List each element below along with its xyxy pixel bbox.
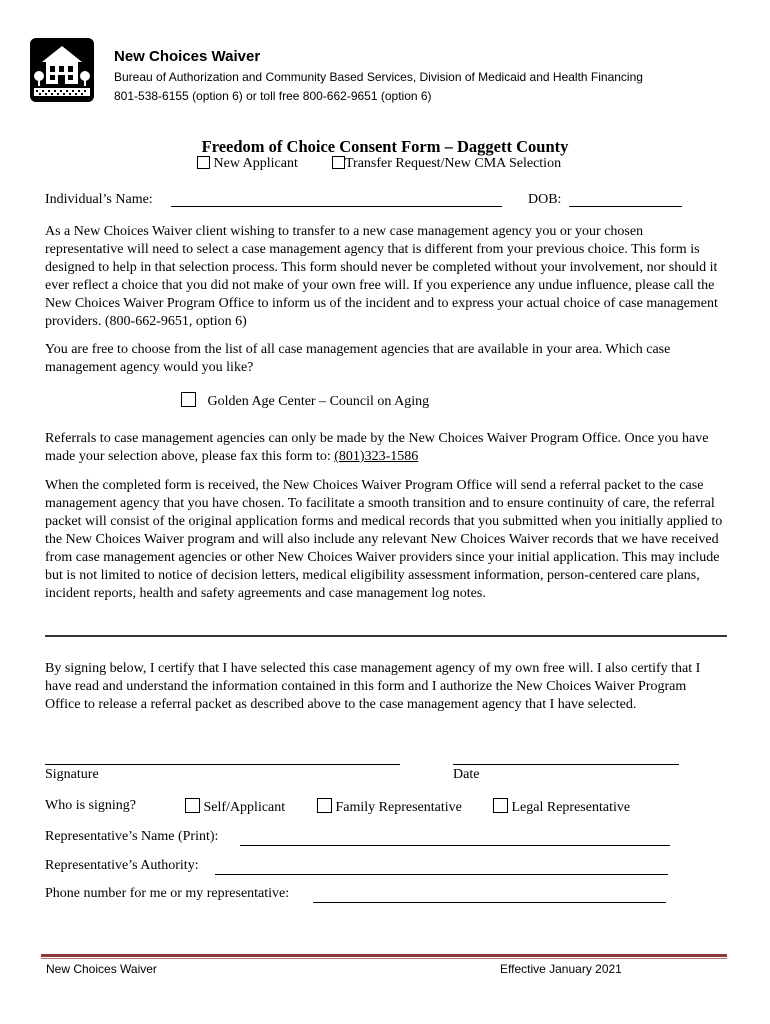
date-field[interactable] bbox=[453, 764, 679, 765]
referral-paragraph bbox=[45, 430, 725, 466]
date-label: Date bbox=[453, 767, 480, 782]
transfer-checkbox[interactable] bbox=[332, 156, 345, 169]
program-name: New Choices Waiver bbox=[114, 48, 261, 65]
footer-rule bbox=[41, 954, 727, 957]
agency-label: Golden Age Center – Council on Aging bbox=[207, 394, 430, 409]
legal-option bbox=[493, 798, 630, 816]
footer-rule-thin bbox=[41, 958, 727, 959]
referral-text: Referrals to case management agencies can only be made by the New Choices Waiver Program Office. Once you have made your selection above, please fax this form to: bbox=[45, 431, 709, 464]
dob-label: DOB: bbox=[528, 192, 562, 207]
legal-checkbox[interactable] bbox=[493, 798, 508, 813]
individual-name-field[interactable] bbox=[171, 206, 502, 207]
agency-checkbox[interactable] bbox=[181, 392, 196, 407]
family-checkbox[interactable] bbox=[317, 798, 332, 813]
self-option bbox=[185, 798, 285, 816]
rep-name-field[interactable] bbox=[240, 845, 670, 846]
bureau-line: Bureau of Authorization and Community Based Services, Division of Medicaid and Health Financing bbox=[114, 70, 643, 84]
phone-number-field[interactable] bbox=[313, 902, 666, 903]
self-checkbox[interactable] bbox=[185, 798, 200, 813]
signature-label: Signature bbox=[45, 767, 99, 782]
section-divider bbox=[45, 635, 727, 637]
choose-paragraph: You are free to choose from the list of all case management agencies that are available in your area. Which case management agency would you like? bbox=[45, 342, 671, 375]
family-label: Family Representative bbox=[335, 800, 462, 815]
phone-number-label: Phone number for me or my representative: bbox=[45, 886, 290, 901]
dob-field[interactable] bbox=[569, 206, 682, 207]
footer-right: Effective January 2021 bbox=[500, 962, 622, 976]
self-label: Self/Applicant bbox=[203, 800, 286, 815]
fax-number: (801)323-1586 bbox=[334, 449, 419, 464]
footer-left: New Choices Waiver bbox=[46, 962, 157, 976]
certify-paragraph: By signing below, I certify that I have selected this case management agency of my own free will. I also certify that I have read and understand the information contained in this form and I authorize the New Choices Waiver Program Office to release a referral packet as described above to the case management agency that I have selected. bbox=[45, 661, 701, 712]
rep-name-label: Representative’s Name (Print): bbox=[45, 829, 219, 844]
agency-option bbox=[181, 392, 429, 410]
intro-paragraph: As a New Choices Waiver client wishing to transfer to a new case management agency you or your chosen representative will need to select a case management agency that is different from your previous choice. This form is designed to help in that selection process. This form should never be completed without your involvement, nor should it ever reflect a choice that you did not make of your own free will. If you experience any undue influence, please call the New Choices Waiver Program Office to inform us of the incident and to express your actual choice of case management providers. (800-662-9651, option 6) bbox=[45, 224, 718, 329]
new-applicant-label: New Applicant bbox=[213, 156, 298, 171]
phone-line: 801-538-6155 (option 6) or toll free 800-662-9651 (option 6) bbox=[114, 89, 432, 103]
legal-label: Legal Representative bbox=[511, 800, 631, 815]
family-option bbox=[317, 798, 462, 816]
who-signing-label: Who is signing? bbox=[45, 798, 136, 813]
new-applicant-option bbox=[197, 156, 298, 172]
signature-field[interactable] bbox=[45, 764, 400, 765]
completed-paragraph: When the completed form is received, the New Choices Waiver Program Office will send a referral packet to the case management agency that you have chosen. To facilitate a smooth transition and to ensure continuity of care, the referral packet will consist of the original application forms and medical records that you submitted when you initially applied to the New Choices Waiver program and will also include any relevant New Choices Waiver records that we have received from case management agencies or other New Choices Waiver providers since your initial application. This may include but is not limited to notice of decision letters, medical eligibility assessment information, person-centered care plans, incident reports, health and safety agreements and case management log notes. bbox=[45, 478, 723, 601]
house-logo-icon bbox=[30, 38, 94, 102]
transfer-option bbox=[332, 156, 561, 172]
transfer-label: Transfer Request/New CMA Selection bbox=[345, 156, 562, 171]
rep-authority-label: Representative’s Authority: bbox=[45, 858, 199, 873]
new-applicant-checkbox[interactable] bbox=[197, 156, 210, 169]
individual-name-label: Individual’s Name: bbox=[45, 192, 153, 207]
form-title: Freedom of Choice Consent Form – Daggett County bbox=[201, 137, 569, 156]
rep-authority-field[interactable] bbox=[215, 874, 668, 875]
